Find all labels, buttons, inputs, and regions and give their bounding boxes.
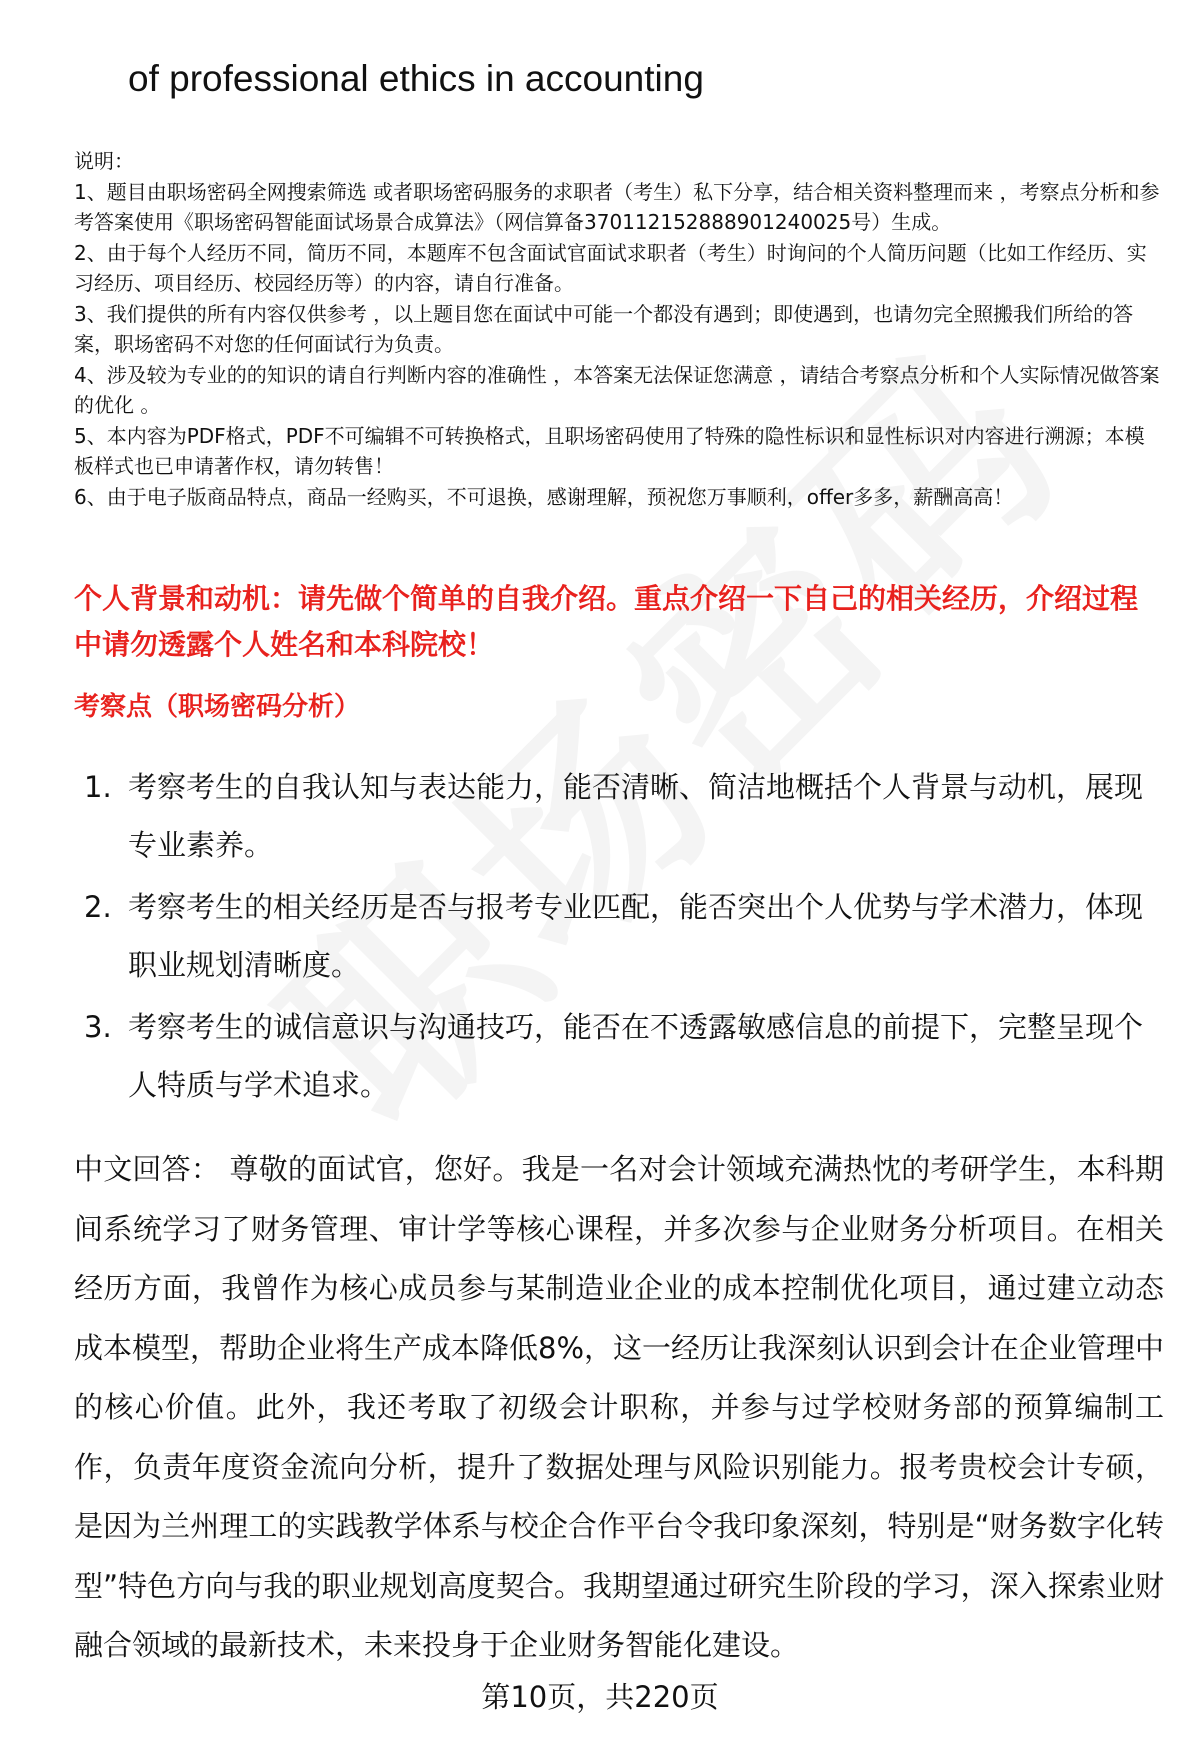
interview-question: 个人背景和动机：请先做个简单的自我介绍。重点介绍一下自己的相关经历，介绍过程中请勿透露个人姓名和本科院校！ (74, 582, 1139, 661)
point-text: 考察考生的自我认知与表达能力，能否清晰、简洁地概括个人背景与动机，展现专业素养。 (128, 770, 1144, 862)
disclaimer-notes (74, 146, 1160, 512)
chinese-answer: 中文回答： 尊敬的面试官，您好。我是一名对会计领域充满热忱的考研学生，本科期间系统学习了财务管理、审计学等核心课程，并多次参与企业财务分析项目。在相关经历方面，我曾作为核心成员参与某制造业企业的成本控制优化项目，通过建立动态成本模型，帮助企业将生产成本降低8%，这一经历让我深刻认识到会计在企业管理中的核心价值。此外，我还考取了初级会计职称，并参与过学校财务部的预算编制工作，负责年度资金流向分析，提升了数据处理与风险识别能力。报考贵校会计专硕，是因为兰州理工的实践教学体系与校企合作平台令我印象深刻，特别是“财务数字化转型”特色方向与我的职业规划高度契合。我期望通过研究生阶段的学习，深入探索业财融合领域的最新技术，未来投身于企业财务智能化建设。 (74, 1152, 1165, 1662)
notes-label: 说明： (74, 149, 134, 173)
point-number: 1. (84, 770, 112, 804)
notes-item: 5、本内容为PDF格式，PDF不可编辑不可转换格式，且职场密码使用了特殊的隐性标识和显性标识对内容进行溯源；本模板样式也已申请著作权，请勿转售！ (74, 423, 1145, 478)
page-number: 第10页，共220页 (481, 1680, 719, 1714)
notes-item: 6、由于电子版商品特点，商品一经购买，不可退换，感谢理解，预祝您万事顺利，offer多多，薪酬高高！ (74, 484, 1014, 509)
notes-item: 2、由于每个人经历不同，简历不同，本题库不包含面试官面试求职者（考生）时询问的个人简历问题（比如工作经历、实习经历、项目经历、校园经历等）的内容，请自行准备。 (74, 240, 1147, 295)
point-number: 3. (84, 1010, 112, 1044)
notes-item: 1、题目由职场密码全网搜索筛选 或者职场密码服务的求职者（考生）私下分享，结合相关资料整理而来 ，考察点分析和参考答案使用《职场密码智能面试场景合成算法》（网信算备370112152888901240025号）生成。 (74, 179, 1160, 234)
point-number: 2. (84, 890, 112, 924)
assessment-point (74, 998, 1164, 1114)
question-heading-continuation: of professional ethics in accounting (128, 58, 704, 99)
assessment-points-list (74, 758, 1164, 1118)
assessment-points-title: 考察点（职场密码分析） (74, 692, 361, 722)
assessment-point (74, 878, 1164, 994)
point-text: 考察考生的相关经历是否与报考专业匹配，能否突出个人优势与学术潜力，体现职业规划清晰度。 (128, 890, 1144, 982)
assessment-point (74, 758, 1164, 874)
point-text: 考察考生的诚信意识与沟通技巧，能否在不透露敏感信息的前提下，完整呈现个人特质与学术追求。 (128, 1010, 1144, 1102)
notes-item: 4、涉及较为专业的的知识的请自行判断内容的准确性 ，本答案无法保证您满意 ，请结合考察点分析和个人实际情况做答案的优化 。 (74, 362, 1160, 417)
notes-item: 3、我们提供的所有内容仅供参考 ，以上题目您在面试中可能一个都没有遇到；即使遇到，也请勿完全照搬我们所给的答案，职场密码不对您的任何面试行为负责。 (74, 301, 1134, 356)
